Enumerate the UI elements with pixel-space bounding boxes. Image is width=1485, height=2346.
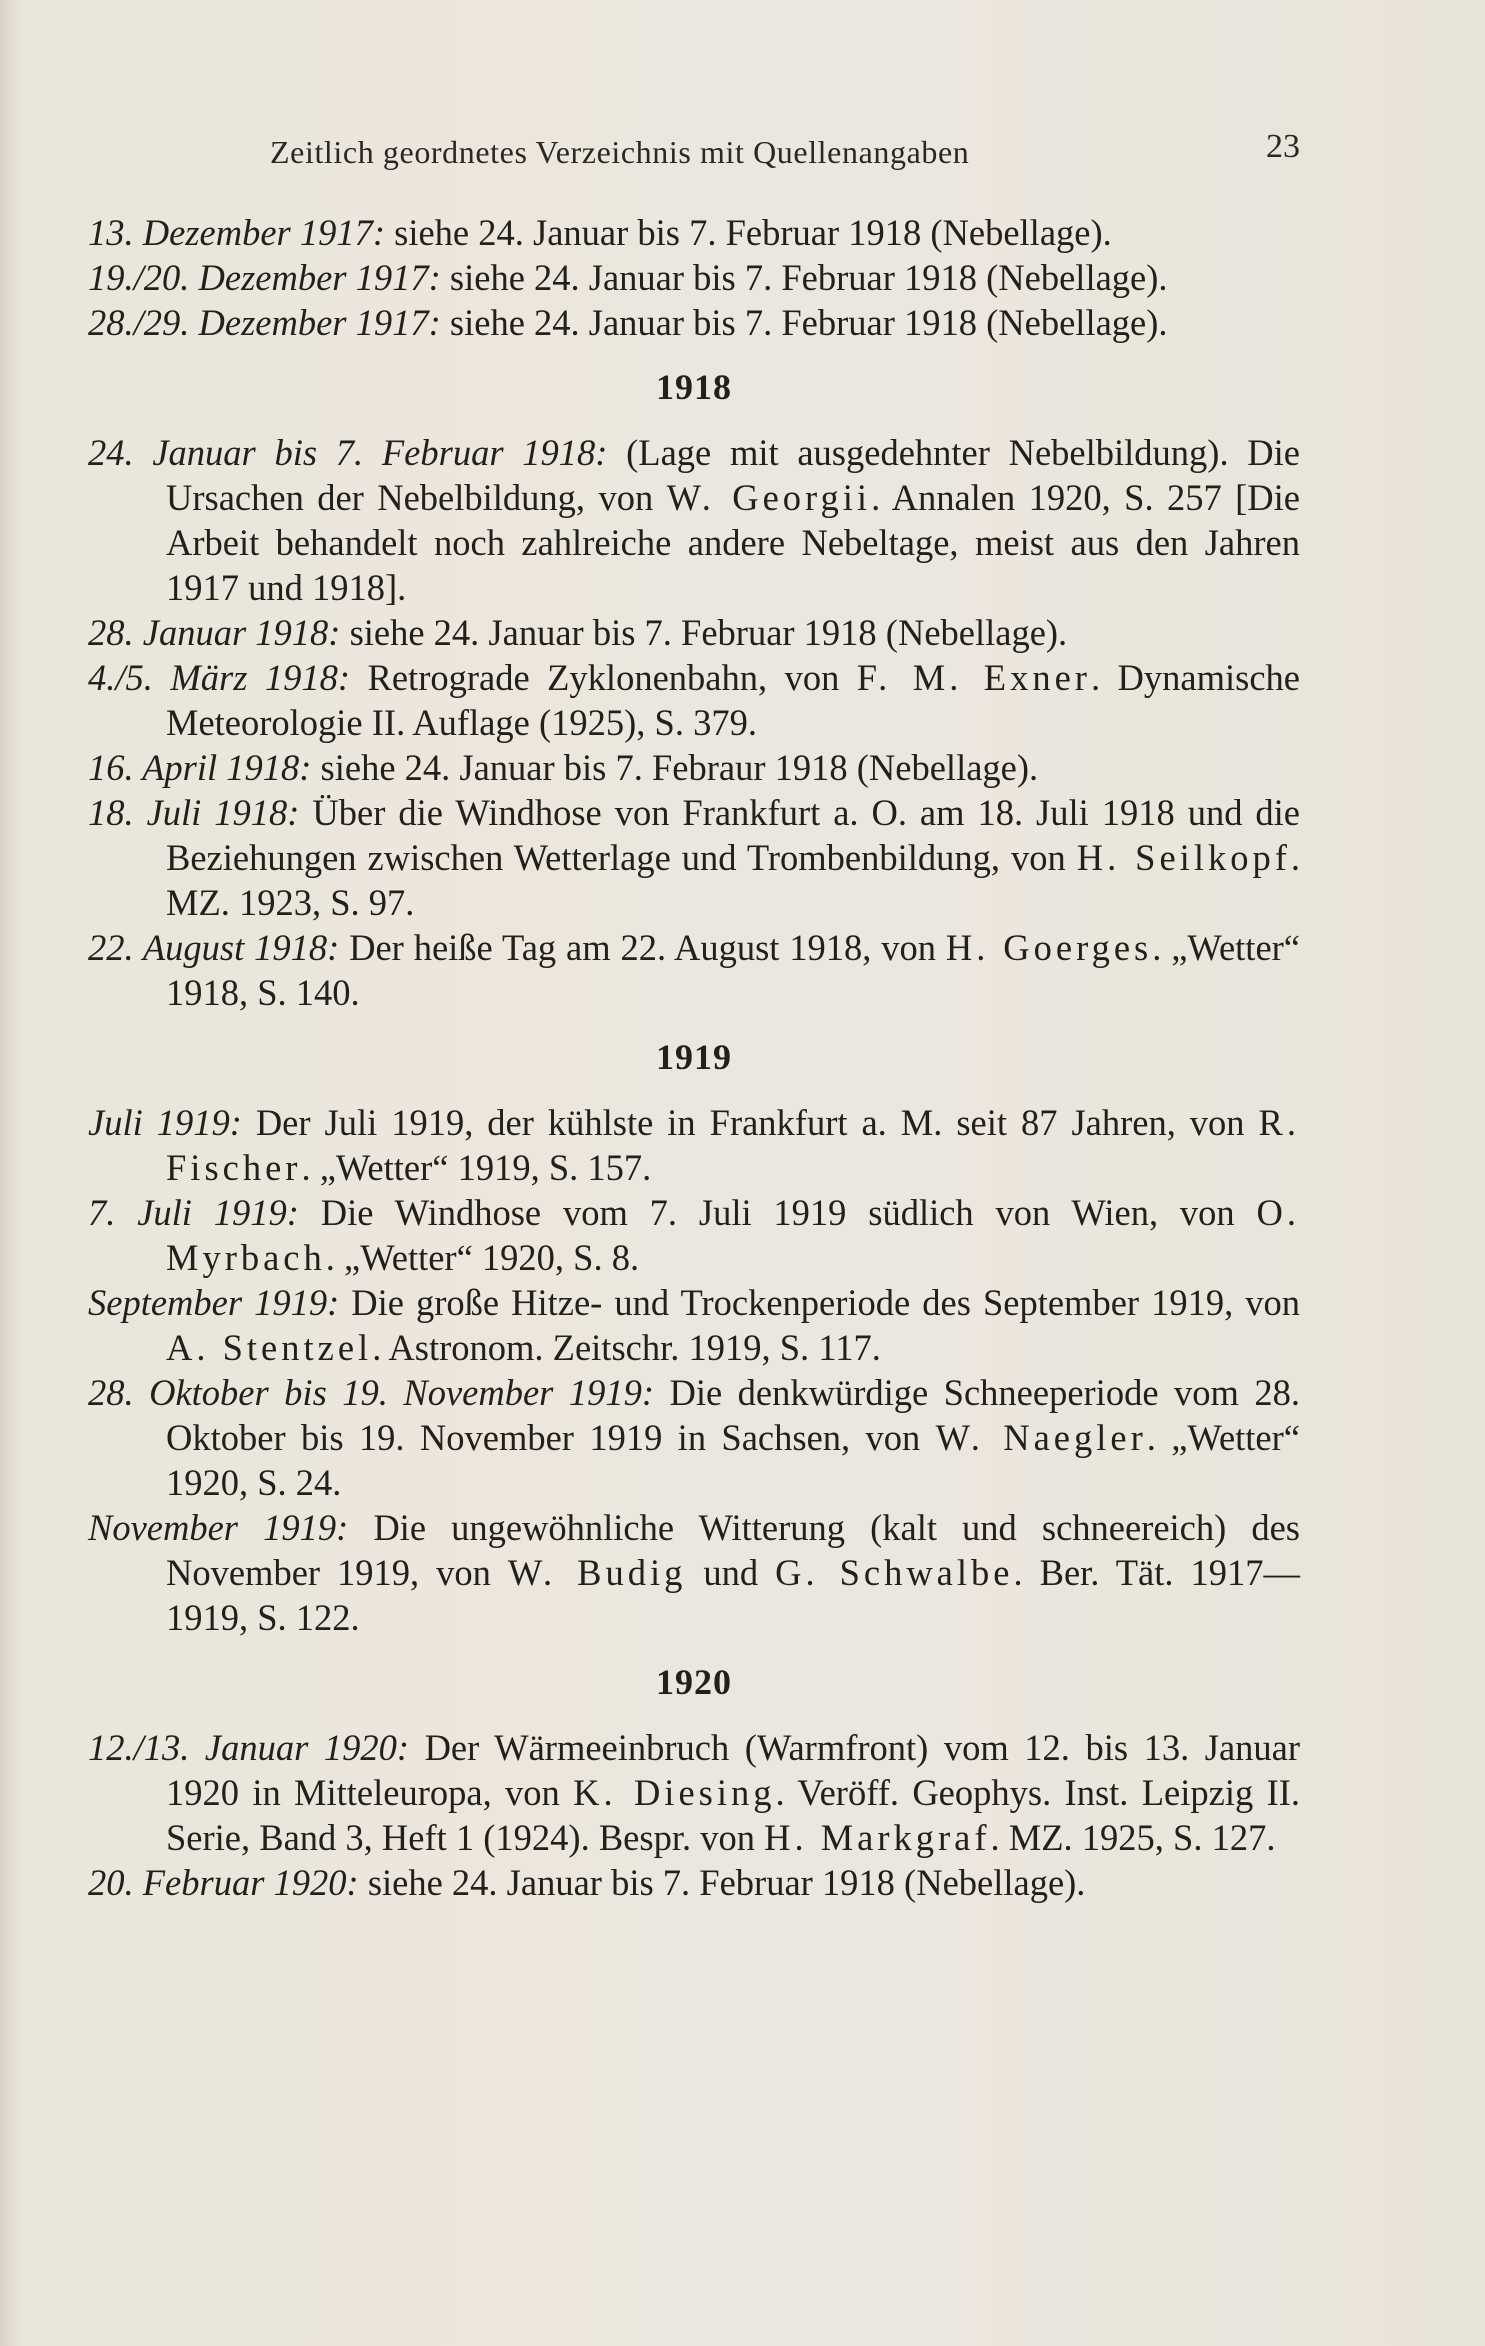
entry-author: W. Budig — [507, 1552, 687, 1593]
year-heading-1918: 1918 — [656, 367, 732, 407]
entry-text: . „Wetter“ 1920, S. 24. — [166, 1417, 1300, 1503]
entry-date: 28. Oktober bis 19. November 1919: — [88, 1372, 654, 1413]
entry-date: 22. August 1918: — [88, 927, 340, 968]
entry-text: siehe 24. Januar bis 7. Februar 1918 (Nebellage). — [340, 612, 1068, 653]
entry-author: W. Georgii — [666, 477, 872, 518]
entry-text: siehe 24. Januar bis 7. Februar 1918 (Nebellage). — [440, 257, 1168, 298]
entry-author: R. Fischer — [166, 1102, 1300, 1188]
list-item — [88, 1280, 1300, 1370]
entry-text: Die ungewöhnliche Witterung (kalt und schneereich) des November 1919, von — [166, 1507, 1301, 1593]
entry-author: H. Markgraf — [764, 1817, 991, 1858]
entry-text: Der Wärmeeinbruch (Warmfront) vom 12. bis 13. Januar 1920 in Mitteleuropa, von — [166, 1727, 1300, 1813]
entry-date: 13. Dezember 1917: — [88, 212, 386, 253]
entry-author: H. Seilkopf — [1076, 837, 1291, 878]
entry-text: (Lage mit ausgedehnter Nebelbildung). Die Ursachen der Nebelbildung, von — [166, 432, 1300, 518]
entry-date: 28. Januar 1918: — [88, 612, 341, 653]
entry-text: Die Windhose vom 7. Juli 1919 südlich von Wien, von — [298, 1192, 1257, 1233]
entry-date: November 1919: — [88, 1507, 349, 1548]
list-item — [88, 210, 1300, 255]
entry-text: siehe 24. Januar bis 7. Februar 1918 (Nebellage). — [358, 1862, 1086, 1903]
list-item — [88, 1505, 1300, 1640]
entry-text: und — [686, 1552, 776, 1593]
entry-text: siehe 24. Januar bis 7. Febraur 1918 (Nebellage). — [311, 747, 1039, 788]
list-item — [88, 255, 1300, 300]
entry-text: . „Wetter“ 1919, S. 157. — [301, 1147, 652, 1188]
page-body — [88, 210, 1300, 1905]
entry-author: G. Schwalbe — [775, 1552, 1014, 1593]
entry-text: Der Juli 1919, der kühlste in Frankfurt a. M. seit 87 Jahren, von — [241, 1102, 1259, 1143]
entry-text: . Ber. Tät. 1917—1919, S. 122. — [166, 1552, 1300, 1638]
entry-date: 16. April 1918: — [88, 747, 312, 788]
entry-text: siehe 24. Januar bis 7. Februar 1918 (Nebellage). — [385, 212, 1112, 253]
entry-text: . MZ. 1923, S. 97. — [166, 837, 1300, 923]
entry-date: 28./29. Dezember 1917: — [88, 302, 441, 343]
list-item — [88, 655, 1300, 745]
list-item — [88, 1190, 1300, 1280]
entry-date: Juli 1919: — [88, 1102, 242, 1143]
list-item — [88, 790, 1300, 925]
page-number: 23 — [1266, 128, 1300, 165]
entry-text: . Dynamische Meteorologie II. Auflage (1925), S. 379. — [166, 657, 1300, 743]
entry-text: Über die Windhose von Frankfurt a. O. am 18. Juli 1918 und die Beziehungen zwischen Wetterlage und Trombenbildung, von — [166, 792, 1301, 878]
entry-text: . MZ. 1925, S. 127. — [990, 1817, 1276, 1858]
entry-author: F. M. Exner — [856, 657, 1091, 698]
entry-date: 24. Januar bis 7. Februar 1918: — [88, 432, 608, 473]
entry-text: . Veröff. Geophys. Inst. Leipzig II. Serie, Band 3, Heft 1 (1924). Bespr. von — [166, 1772, 1301, 1858]
year-heading-1919: 1919 — [656, 1037, 732, 1077]
list-item — [88, 745, 1300, 790]
entry-author: W. Naegler — [935, 1417, 1147, 1458]
entry-author: H. Goerges — [945, 927, 1153, 968]
entry-text: . Astronom. Zeitschr. 1919, S. 117. — [372, 1327, 881, 1368]
entry-author: K. Diesing — [573, 1772, 776, 1813]
list-item — [88, 1100, 1300, 1190]
page-header — [270, 128, 1300, 178]
year-heading-1920: 1920 — [656, 1662, 732, 1702]
entry-date: 12./13. Januar 1920: — [88, 1727, 410, 1768]
list-item — [88, 1725, 1300, 1860]
entry-text: siehe 24. Januar bis 7. Februar 1918 (Nebellage). — [440, 302, 1168, 343]
entry-date: 4./5. März 1918: — [88, 657, 351, 698]
entry-author: A. Stentzel — [166, 1327, 373, 1368]
entry-author: O. Myrbach — [166, 1192, 1300, 1278]
entry-date: 20. Februar 1920: — [88, 1862, 359, 1903]
entry-date: September 1919: — [88, 1282, 340, 1323]
entry-text: . „Wetter“ 1918, S. 140. — [166, 927, 1300, 1013]
entry-text: . Annalen 1920, S. 257 [Die Arbeit behandelt noch zahlreiche andere Nebeltage, meist aus den Jahren 1917 und 1918]. — [166, 477, 1301, 608]
list-item — [88, 1860, 1300, 1905]
entry-text: Der heiße Tag am 22. August 1918, von — [339, 927, 946, 968]
entry-text: . „Wetter“ 1920, S. 8. — [325, 1237, 640, 1278]
list-item — [88, 925, 1300, 1015]
entry-date: 18. Juli 1918: — [88, 792, 300, 833]
entry-text: Retrograde Zyklonenbahn, von — [350, 657, 857, 698]
running-title: Zeitlich geordnetes Verzeichnis mit Quellenangaben — [270, 134, 970, 170]
list-item — [88, 300, 1300, 345]
list-item — [88, 610, 1300, 655]
list-item — [88, 430, 1300, 610]
list-item — [88, 1370, 1300, 1505]
entry-text: Die große Hitze- und Trockenperiode des September 1919, von — [339, 1282, 1300, 1323]
entry-date: 19./20. Dezember 1917: — [88, 257, 441, 298]
entry-text: Die denkwürdige Schneeperiode vom 28. Oktober bis 19. November 1919 in Sachsen, von — [166, 1372, 1300, 1458]
entry-date: 7. Juli 1919: — [88, 1192, 299, 1233]
